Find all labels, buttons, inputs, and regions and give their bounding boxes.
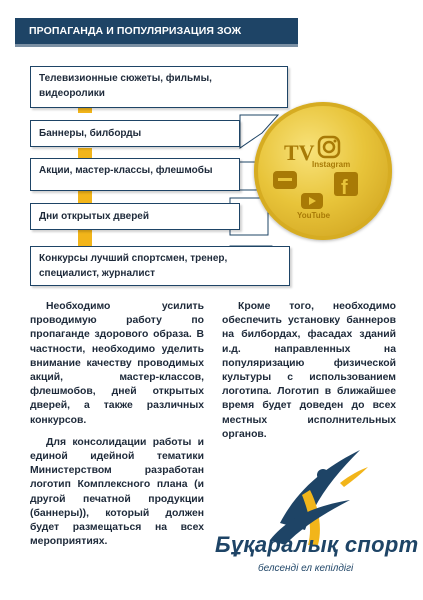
diagram-item-tv: Телевизионные сюжеты, фильмы, видеоролики — [30, 66, 288, 108]
video-icon — [270, 168, 300, 192]
title-underline — [15, 44, 298, 47]
diagram-item-banners: Баннеры, билборды — [30, 120, 240, 147]
instagram-label: Instagram — [312, 160, 351, 169]
page-title: ПРОПАГАНДА И ПОПУЛЯРИЗАЦИЯ ЗОЖ — [15, 18, 298, 44]
paragraph: Кроме того, необходимо обеспечить установку баннеров на билбордах, фасадах зданий и.д. направленных на популяризацию физической культуры с использованием логотипа. Логотип в ближайшее время будет доведен до всех местных исполнительных органов. — [222, 301, 396, 440]
youtube-icon — [300, 192, 324, 210]
right-column — [222, 300, 396, 450]
instagram-icon — [316, 134, 342, 160]
paragraph: Для консолидации работы и единой идейной тематики Министерством разработан логотип Комплексного плана (и другой печатной продукции (баннеры)), который должен будет размещаться на всех мероприятиях. — [30, 436, 204, 548]
logo-name: Бұқаралық спорт — [215, 532, 419, 557]
paragraph: Необходимо усилить проводимую работу по пропаганде здорового образа. В частности, необходимо уделить внимание качеству проводимых акций, мастер-классов, флешмобов, дней открытых дверей, а также различных конкурсов. — [30, 301, 204, 426]
diagram-item-actions: Акции, мастер-классы, флешмобы — [30, 158, 240, 191]
logo-slogan: белсенді ел кепілдігі — [258, 563, 354, 574]
tv-icon — [282, 138, 315, 166]
youtube-label: YouTube — [297, 211, 331, 220]
diagram-item-contests: Конкурсы лучший спортсмен, тренер, специалист, журналист — [30, 246, 290, 286]
left-column — [30, 300, 204, 557]
svg-text:f: f — [341, 177, 348, 199]
diagram-item-open-days: Дни открытых дверей — [30, 203, 240, 230]
svg-text:TV: TV — [284, 140, 315, 165]
facebook-icon — [333, 171, 359, 197]
